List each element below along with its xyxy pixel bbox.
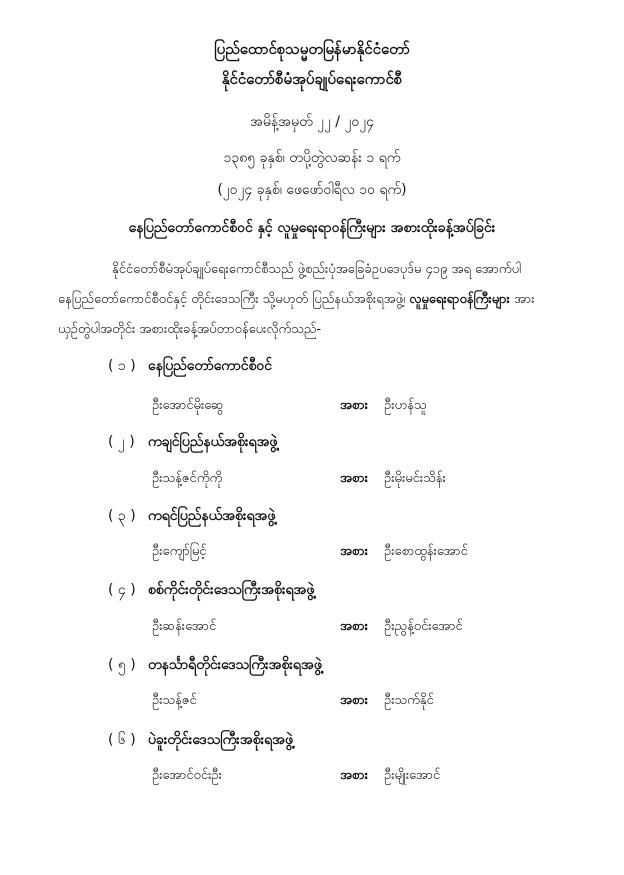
item-number: ( ၂ )	[108, 434, 135, 450]
body-line-3: ယှဉ်တွဲပါအတိုင်း အစားထိုးခန့်အပ်တာဝန်ပေးလိုက်သည်-	[58, 322, 322, 337]
replacement-label: အစား	[340, 619, 368, 634]
outgoing-name: ဦးအောင်မိုးဆွေ	[152, 398, 224, 413]
item-number: ( ၄ )	[108, 582, 136, 598]
incoming-name: ဦးမျိုးအောင်	[384, 768, 441, 783]
order-number: အမိန့်အမှတ် ၂၂ / ၂၀၂၄	[250, 114, 374, 130]
item-number: ( ၁ )	[108, 358, 136, 374]
body-line-2-text: နေပြည်တော်ကောင်စီဝင်နှင့် တိုင်းဒေသကြီး သို့မဟုတ် ပြည်နယ်အစိုးရအဖွဲ့၊	[58, 292, 410, 307]
item-number: ( ၆ )	[108, 732, 136, 748]
item-title: ကရင်ပြည်နယ်အစိုးရအဖွဲ့	[148, 508, 276, 524]
item-number: ( ၃ )	[108, 508, 136, 524]
item-title: စစ်ကိုင်းတိုင်းဒေသကြီးအစိုးရအဖွဲ့	[148, 582, 315, 598]
body-line-1: နိုင်ငံတော်စီမံအုပ်ချုပ်ရေးကောင်စီသည် ဖွဲ့စည်းပုံအခြေခံဥပဒေပုဒ်မ ၄၁၉ အရ အောက်ပါ	[112, 262, 522, 277]
item-heading	[108, 655, 322, 676]
header-line-2: နိုင်ငံတော်စီမံအုပ်ချုပ်ရေးကောင်စီ	[221, 70, 403, 88]
item-title: တနင်္သာရီတိုင်းဒေသကြီးအစိုးရအဖွဲ့	[148, 657, 322, 673]
replacement-label: အစား	[340, 693, 368, 708]
replacement-label: အစား	[340, 398, 368, 413]
english-date: (၂၀၂၄ ခုနှစ်၊ ဖေဖော်ဝါရီလ ၁၀ ရက်)	[217, 182, 407, 198]
outgoing-name: ဦးဆန်းအောင်	[152, 619, 217, 634]
item-heading	[108, 506, 275, 527]
item-title: ကချင်ပြည်နယ်အစိုးရအဖွဲ့	[148, 434, 278, 450]
item-heading	[108, 432, 277, 453]
incoming-name: ဦးမိုးမင်းသိန်း	[384, 471, 446, 486]
incoming-name: ဦးစောထွန်းအောင်	[384, 544, 468, 559]
body-line-2-emphasis: လူမှုရေးရာဝန်ကြီးများ	[409, 292, 510, 307]
header-line-1: ပြည်ထောင်စုသမ္မတမြန်မာနိုင်ငံတော်	[214, 40, 410, 58]
item-number: ( ၅ )	[108, 657, 136, 673]
myanmar-date: ၁၃၈၅ ခုနှစ်၊ တပို့တွဲလဆန်း ၁ ရက်	[223, 150, 401, 166]
subject-heading: နေပြည်တော်ကောင်စီဝင် နှင့် လူမှုရေးရာဝန်ကြီးများ အစားထိုးခန့်အပ်ခြင်း	[128, 220, 496, 236]
item-heading	[108, 580, 314, 601]
item-title: ပဲခူးတိုင်းဒေသကြီးအစိုးရအဖွဲ့	[148, 732, 294, 748]
replacement-label: အစား	[340, 768, 368, 783]
body-line-2-end: အား	[509, 292, 535, 307]
outgoing-name: ဦးသန့်ဇင်ကိုကို	[152, 471, 223, 486]
body-line-2	[58, 291, 535, 310]
outgoing-name: ဦးသန့်ဇင်	[152, 693, 197, 708]
replacement-label: အစား	[340, 471, 368, 486]
incoming-name: ဦးဟန်သူ	[384, 398, 427, 413]
incoming-name: ဦးညွန့်ဝင်းအောင်	[384, 619, 463, 634]
incoming-name: ဦးသက်နိုင်	[384, 693, 434, 708]
item-title: နေပြည်တော်ကောင်စီဝင်	[148, 358, 273, 374]
replacement-label: အစား	[340, 544, 368, 559]
outgoing-name: ဦးကျော်မြင့်	[152, 544, 207, 559]
item-heading	[108, 356, 272, 377]
outgoing-name: ဦးအောင်ဝင်းဦး	[152, 768, 222, 783]
item-heading	[108, 730, 293, 751]
